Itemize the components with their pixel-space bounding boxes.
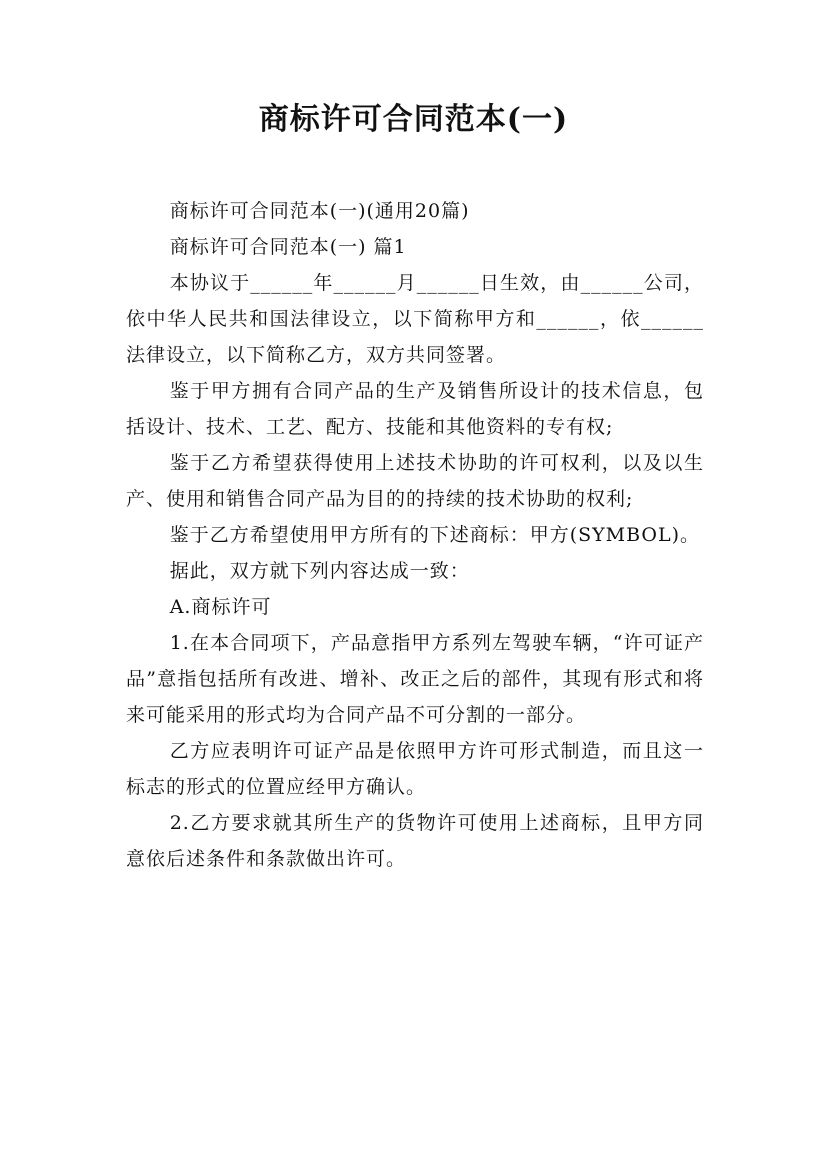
paragraph-whereas-party-a: 鉴于甲方拥有合同产品的生产及销售所设计的技术信息，包括设计、技术、工艺、配方、技能和其他资料的专有权; (126, 380, 704, 438)
paragraph-effective-date: 本协议于______年______月______日生效，由______公司，依中华人民共和国法律设立，以下简称甲方和______，依______法律设立，以下简称乙方，双方共同签署。 (126, 272, 704, 366)
paragraph-subtitle: 商标许可合同范本(一)(通用20篇) (169, 200, 470, 222)
document-title: 商标许可合同范本(一) (258, 102, 569, 137)
paragraph-whereas-trademark: 鉴于乙方希望使用甲方所有的下述商标：甲方(SYMBOL)。 (169, 524, 701, 546)
paragraph-whereas-party-b-license: 鉴于乙方希望获得使用上述技术协助的许可权利，以及以生产、使用和销售合同产品为目的的持续的技术协助的权利; (126, 452, 704, 510)
paragraph-section-heading: 商标许可合同范本(一) 篇1 (169, 236, 407, 258)
paragraph-agreement-intro: 据此，双方就下列内容达成一致： (169, 560, 470, 582)
paragraph-clause-1: 1.在本合同项下，产品意指甲方系列左驾驶车辆，“许可证产品”意指包括所有改进、增补、改正之后的部件，其现有形式和将来可能采用的形式均为合同产品不可分割的一部分。 (126, 632, 704, 726)
paragraph-clause-2: 2.乙方要求就其所生产的货物许可使用上述商标，且甲方同意依后述条件和条款做出许可。 (126, 812, 704, 870)
document-body (126, 193, 704, 877)
paragraph-section-a-heading: A.商标许可 (169, 596, 272, 618)
paragraph-clause-1-marking: 乙方应表明许可证产品是依照甲方许可形式制造，而且这一标志的形式的位置应经甲方确认。 (126, 740, 704, 798)
